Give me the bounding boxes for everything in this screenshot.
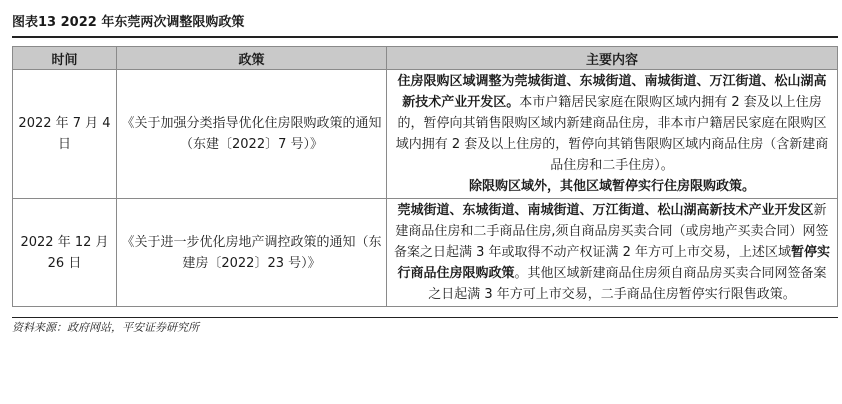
- document: [12, 0, 838, 336]
- policy-table: [12, 46, 838, 307]
- row-time: 2022 年 7 月 4 日: [13, 70, 117, 199]
- table-header-row: [13, 47, 838, 70]
- figure-title: 图表13 2022 年东莞两次调整限购政策: [12, 8, 838, 38]
- content-text: 本市户籍居民家庭在限购区域内拥有 2 套及以上住房的，暂停向其销售限购区域内新建商品住房，非本市户籍居民家庭在限购区域内拥有 2 套及以上住房的，暂停向其销售限购区域内商品住房（含新建商品住房和二手住房）。: [395, 95, 829, 173]
- table-row: [13, 199, 838, 307]
- content-bold: 暂停实行商品住房限购政策: [397, 245, 831, 281]
- source-note: 资料来源：政府网站，平安证券研究所: [12, 317, 838, 336]
- row-time: 2022 年 12 月 26 日: [13, 199, 117, 307]
- content-bold: 莞城街道、东城街道、南城街道、万江街道、松山湖高新技术产业开发区: [397, 203, 814, 218]
- row-policy: 《关于进一步优化房地产调控政策的通知（东建房〔2022〕23 号）》: [117, 199, 387, 307]
- content-text: 。其他区域新建商品住房须自商品房买卖合同网签备案之日起满 3 年方可上市交易，二手商品住房暂停实行限售政策。: [428, 266, 827, 302]
- content-bold: 住房限购区域调整为莞城街道、东城街道、南城街道、万江街道、松山湖高新技术产业开发区。: [397, 74, 827, 110]
- row-content: [387, 199, 838, 307]
- row-content: [387, 70, 838, 199]
- header-policy: 政策: [117, 47, 387, 70]
- header-content: 主要内容: [387, 47, 838, 70]
- content-bold: 除限购区域外，其他区域暂停实行住房限购政策。: [468, 179, 755, 194]
- table-row: [13, 70, 838, 199]
- row-policy: 《关于加强分类指导优化住房限购政策的通知（东建〔2022〕7 号）》: [117, 70, 387, 199]
- content-text: 新建商品住房和二手商品住房,须自商品房买卖合同（或房地产买卖合同）网签备案之日起满 3 年或取得不动产权证满 2 年方可上市交易，上述区域: [393, 203, 829, 260]
- header-time: 时间: [13, 47, 117, 70]
